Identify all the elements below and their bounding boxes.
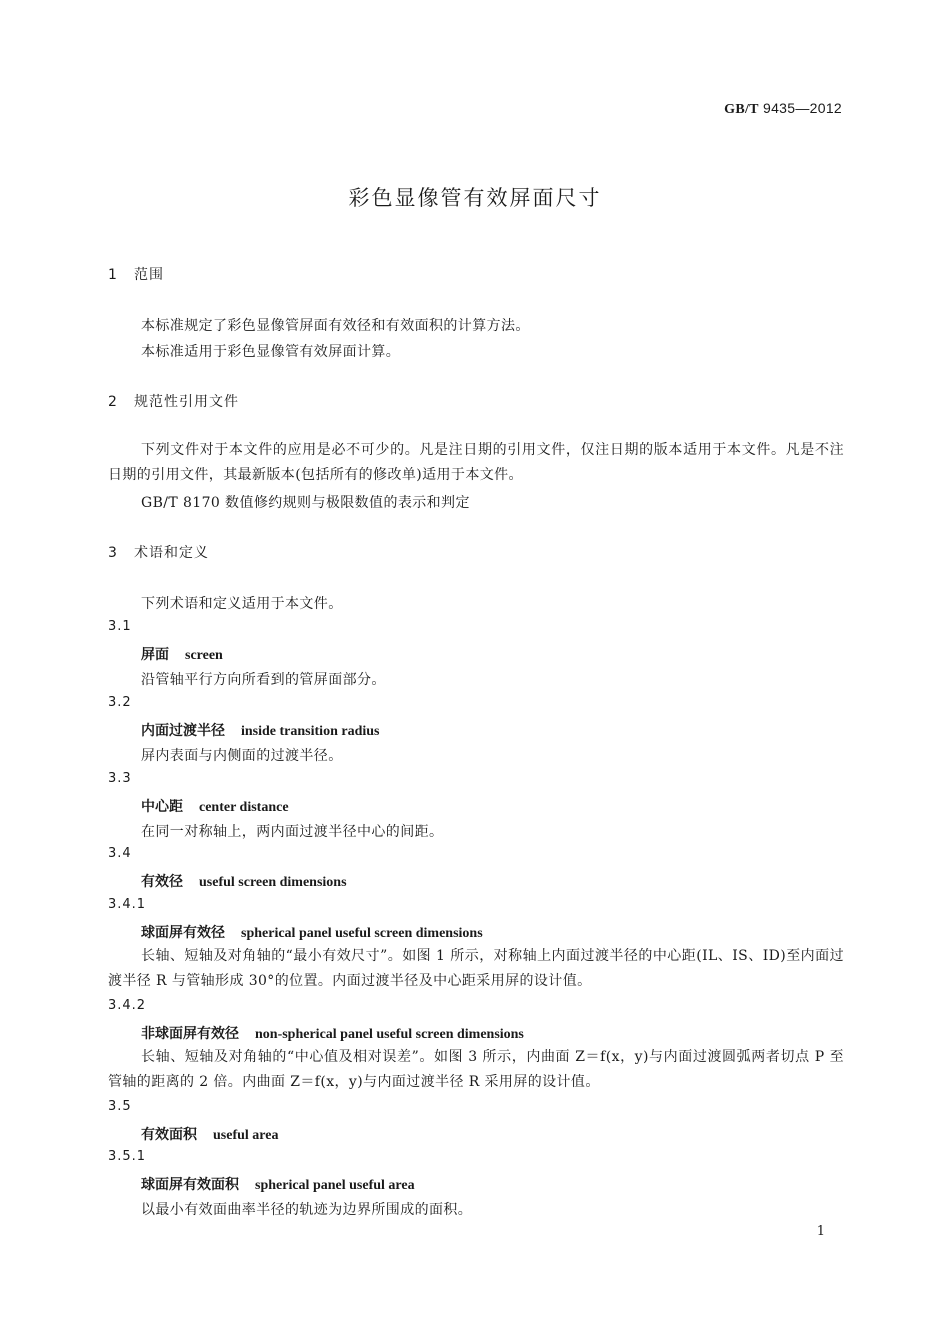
term-cn: 有效径 xyxy=(141,874,183,890)
clause-3-2-number: 3.2 xyxy=(108,695,132,710)
clause-3-3-number: 3.3 xyxy=(108,771,132,786)
term-en: useful screen dimensions xyxy=(199,875,347,890)
term-cn: 球面屏有效面积 xyxy=(141,1177,239,1193)
clause-3-5-number: 3.5 xyxy=(108,1099,132,1114)
term-cn: 屏面 xyxy=(141,647,169,663)
clause-3-4-2-definition: 长轴、短轴及对角轴的“中心值及相对误差”。如图 3 所示，内曲面 Z＝f(x，y)与内面过渡圆弧两者切点 P 至管轴的距离的 2 倍。内曲面 Z＝f(x，y)与内面过渡半径 R 采用屏的设计值。 xyxy=(108,1049,844,1090)
term-cn: 有效面积 xyxy=(141,1127,197,1143)
standard-code-number: 9435—2012 xyxy=(763,100,842,116)
clause-3-2-definition: 屏内表面与内侧面的过渡半径。 xyxy=(141,748,343,764)
clause-3-1-number: 3.1 xyxy=(108,619,132,634)
clause-3-1-term xyxy=(141,644,223,664)
term-cn: 中心距 xyxy=(141,799,183,815)
section-2-heading xyxy=(108,391,239,411)
clause-3-5-1-number: 3.5.1 xyxy=(108,1149,147,1164)
section-1-paragraph-1: 本标准规定了彩色显像管屏面有效径和有效面积的计算方法。 xyxy=(141,318,530,334)
term-en: useful area xyxy=(213,1128,279,1143)
term-cn: 非球面屏有效径 xyxy=(141,1026,239,1042)
clause-3-5-1-definition: 以最小有效面曲率半径的轨迹为边界所围成的面积。 xyxy=(141,1202,473,1218)
clause-3-2-term xyxy=(141,720,379,740)
clause-3-3-definition: 在同一对称轴上，两内面过渡半径中心的间距。 xyxy=(141,824,444,840)
document-title: 彩色显像管有效屏面尺寸 xyxy=(348,186,602,210)
clause-3-4-number: 3.4 xyxy=(108,846,132,861)
section-3-intro: 下列术语和定义适用于本文件。 xyxy=(141,596,343,612)
standard-code-prefix: GB/T xyxy=(724,102,759,117)
clause-3-4-1-definition: 长轴、短轴及对角轴的“最小有效尺寸”。如图 1 所示，对称轴上内面过渡半径的中心距(IL、IS、ID)至内面过渡半径 R 与管轴形成 30°的位置。内面过渡半径及中心距采用屏的设计值。 xyxy=(108,948,844,989)
term-cn: 内面过渡半径 xyxy=(141,723,225,739)
clause-3-5-1-term xyxy=(141,1174,415,1194)
term-en: inside transition radius xyxy=(241,724,380,739)
page-number: 1 xyxy=(816,1224,825,1239)
term-en: screen xyxy=(185,648,223,663)
section-2-paragraph-1: 下列文件对于本文件的应用是必不可少的。凡是注日期的引用文件，仅注日期的版本适用于本文件。凡是不注日期的引用文件，其最新版本(包括所有的修改单)适用于本文件。 xyxy=(108,442,844,483)
section-title: 规范性引用文件 xyxy=(134,394,239,410)
section-1-heading xyxy=(108,264,164,284)
term-en: spherical panel useful screen dimensions xyxy=(241,926,483,941)
section-number: 2 xyxy=(108,394,118,410)
clause-3-4-2-term xyxy=(141,1023,524,1043)
clause-3-4-1-number: 3.4.1 xyxy=(108,897,147,912)
clause-3-5-term xyxy=(141,1124,278,1144)
section-number: 3 xyxy=(108,545,118,561)
term-en: non-spherical panel useful screen dimensions xyxy=(255,1027,524,1042)
clause-3-4-term xyxy=(141,871,347,891)
clause-3-4-1-term xyxy=(141,922,483,942)
term-en: center distance xyxy=(199,800,289,815)
clause-3-1-definition: 沿管轴平行方向所看到的管屏面部分。 xyxy=(141,672,386,688)
clause-3-3-term xyxy=(141,796,289,816)
term-cn: 球面屏有效径 xyxy=(141,925,225,941)
section-1-paragraph-2: 本标准适用于彩色显像管有效屏面计算。 xyxy=(141,344,401,360)
section-3-heading xyxy=(108,542,209,562)
section-title: 术语和定义 xyxy=(134,545,209,561)
normative-reference: GB/T 8170 数值修约规则与极限数值的表示和判定 xyxy=(141,495,470,511)
term-en: spherical panel useful area xyxy=(255,1178,415,1193)
standard-code xyxy=(724,100,842,118)
clause-3-4-2-number: 3.4.2 xyxy=(108,998,147,1013)
section-number: 1 xyxy=(108,267,118,283)
section-title: 范围 xyxy=(134,267,164,283)
